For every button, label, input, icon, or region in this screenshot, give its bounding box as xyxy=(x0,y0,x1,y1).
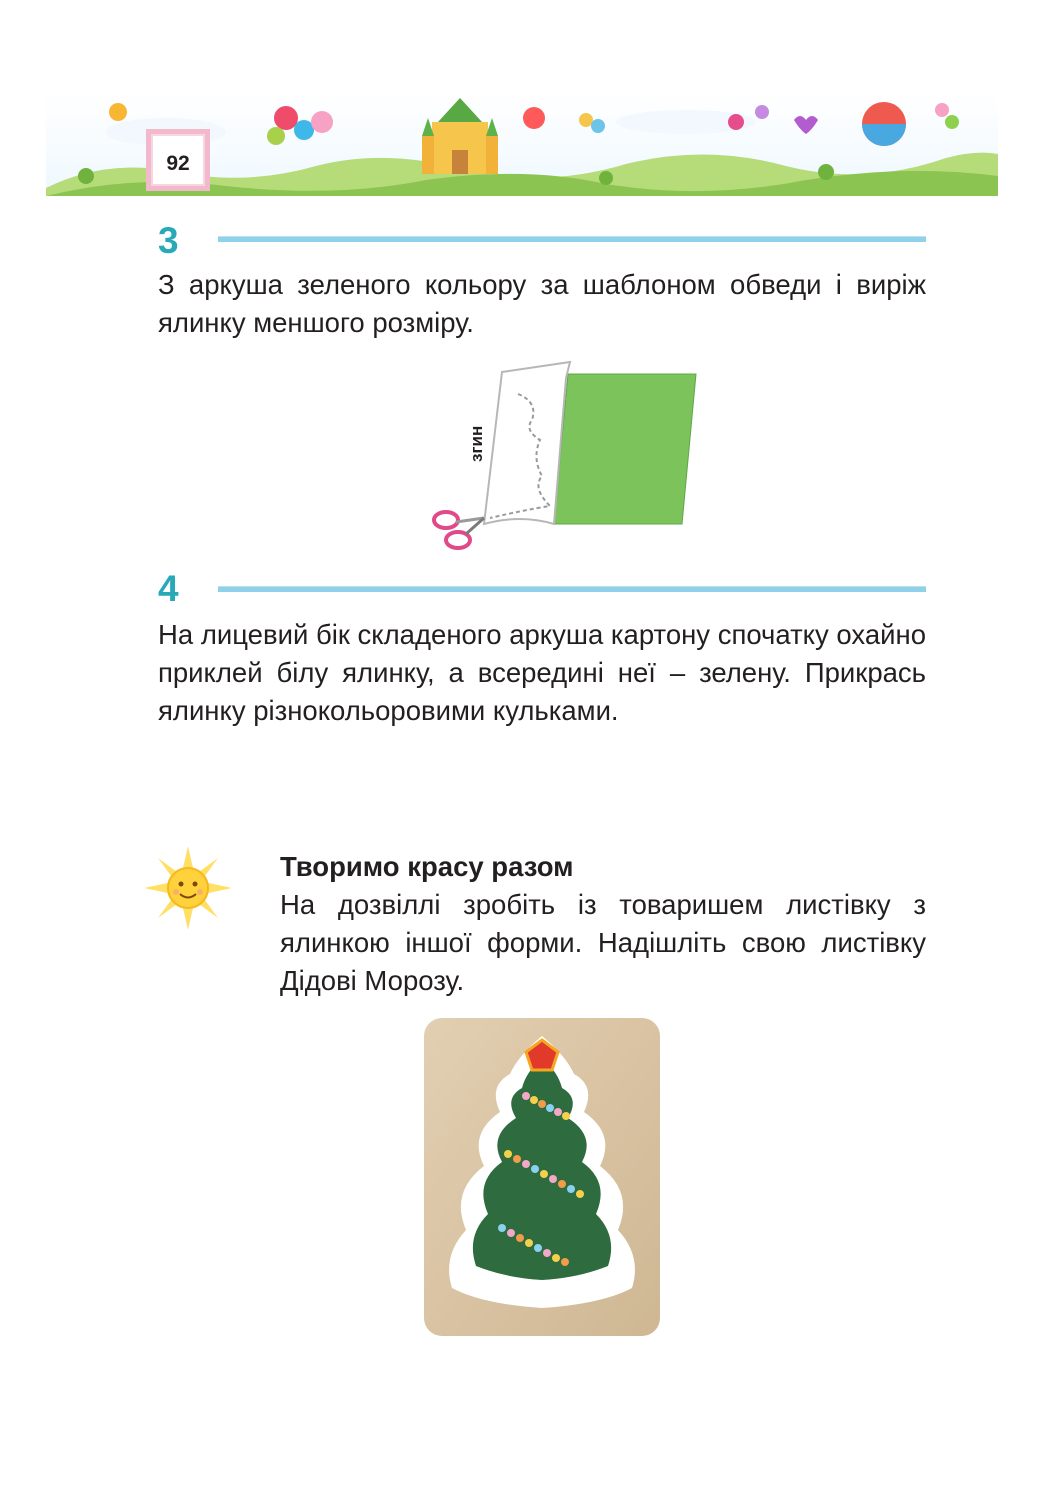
sun-icon xyxy=(140,844,236,932)
fold-label: згин xyxy=(467,425,486,462)
green-paper-sheet xyxy=(554,374,696,524)
page-number: 92 xyxy=(166,152,190,175)
section-text: На дозвіллі зробіть із товаришем листівку з ялинкою іншої форми. Надішліть свою листівку Дідові Морозу. xyxy=(280,889,926,996)
step-number: 4 xyxy=(158,568,179,609)
scissors-icon xyxy=(434,512,484,548)
step-instruction: На лицевий бік складеного аркуша картону спочатку охайно приклей білу ялинку, а всередині неї – зелену. Прикрась ялинку різнокольоровими кульками. xyxy=(158,619,926,726)
step-divider xyxy=(218,586,926,592)
step-instruction: З аркуша зеленого кольору за шаблоном обведи і виріж ялинку меншого розміру. xyxy=(158,269,926,338)
step-divider xyxy=(218,236,926,242)
page-number-badge xyxy=(146,129,210,191)
section-title: Творимо красу разом xyxy=(280,851,574,882)
step-number: 3 xyxy=(158,220,179,261)
fold-cut-illustration xyxy=(420,358,710,554)
christmas-card-photo xyxy=(422,1016,662,1338)
